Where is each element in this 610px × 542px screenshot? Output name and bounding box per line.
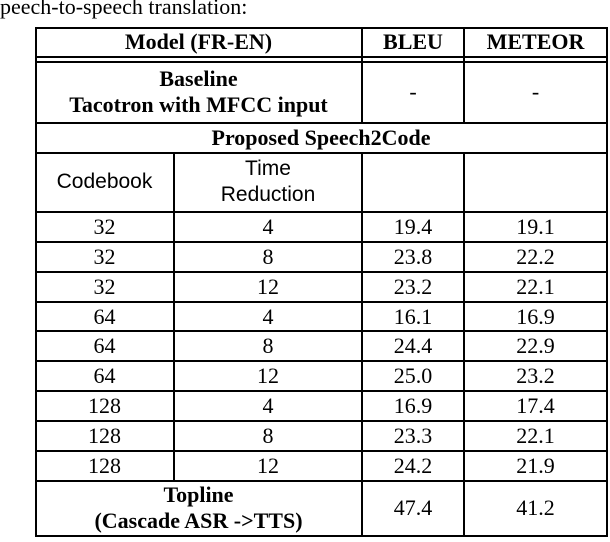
results-table [35,27,608,536]
col-time-line2: Reduction [220,183,316,206]
baseline-line1: Baseline [159,66,238,91]
table-cell-meteor: 21.9 [516,452,555,478]
table-cell-time: 12 [257,273,279,299]
table-cell-bleu: 23.2 [393,273,433,299]
table-cell-meteor: 19.1 [516,213,555,239]
baseline-line2: Tacotron with MFCC input [69,92,328,117]
table-cell-time: 12 [257,362,279,388]
table-cell-codebook: 64 [93,362,116,388]
table-cell-meteor: 22.1 [516,273,555,299]
table-cell-meteor: 16.9 [516,303,555,329]
table-cell-time: 12 [257,452,279,478]
table-cell-bleu: 23.3 [393,422,433,448]
table-cell-time: 4 [262,303,274,329]
table-cell-bleu: 23.8 [393,243,433,269]
rule-bottom [35,535,608,537]
table-cell-time: 8 [262,422,274,448]
topline-line1: Topline [163,482,234,507]
header-model: Model (FR-EN) [124,29,273,54]
baseline-label [35,62,362,122]
table-cell-meteor: 23.2 [516,362,555,388]
topline-line2: (Cascade ASR ->TTS) [94,508,303,533]
table-cell-codebook: 128 [88,452,121,478]
table-cell-codebook: 64 [93,303,116,329]
table-cell-meteor: 22.1 [516,422,555,448]
table-cell-codebook: 32 [93,243,116,269]
table-cell-meteor: 22.9 [516,332,555,358]
table-cell-time: 4 [262,392,274,418]
topline-label [35,481,362,535]
table-cell-time: 8 [262,243,274,269]
table-cell-bleu: 19.4 [393,213,433,239]
table-cell-bleu: 24.2 [393,452,433,478]
baseline-bleu: - [409,79,417,104]
col-time-reduction [174,153,362,211]
table-cell-meteor: 22.2 [516,243,555,269]
proposed-title: Proposed Speech2Code [211,124,431,150]
table-cell-bleu: 24.4 [393,332,433,358]
table-cell-bleu: 25.0 [393,362,433,388]
table-cell-bleu: 16.9 [393,392,433,418]
table-cell-codebook: 32 [93,273,116,299]
table-cell-time: 8 [262,332,274,358]
table-cell-codebook: 128 [88,422,121,448]
table-cell-bleu: 16.1 [393,303,433,329]
table-cell-codebook: 32 [93,213,116,239]
table-cell-time: 4 [262,213,274,239]
baseline-meteor: - [531,79,540,104]
col-time-line1: Time [245,157,291,180]
header-meteor: METEOR [486,29,585,54]
table-caption: peech-to-speech translation: [0,0,248,19]
table-cell-codebook: 64 [93,332,116,358]
topline-meteor: 41.2 [516,495,555,520]
header-bleu: BLEU [383,29,443,54]
col-codebook: Codebook [56,170,153,193]
table-cell-meteor: 17.4 [516,392,555,418]
topline-bleu: 47.4 [393,495,433,520]
table-cell-codebook: 128 [88,392,121,418]
